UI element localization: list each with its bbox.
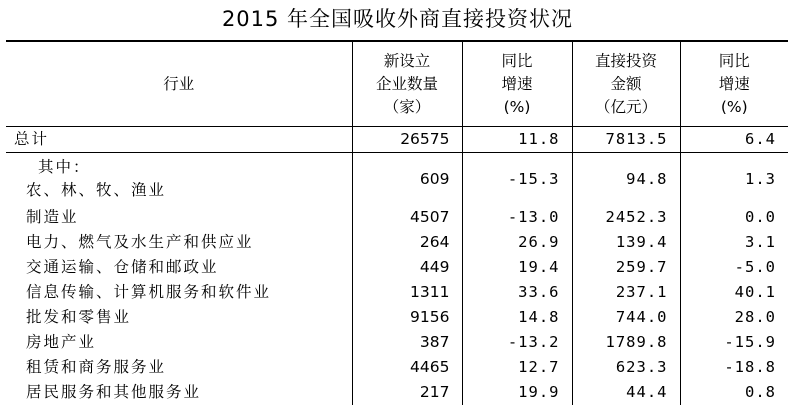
header-line: (%) [503,97,531,116]
cell-amount-growth: 40.1 [680,280,788,305]
cell-firms-growth: 33.6 [462,280,572,305]
cell-firms-growth: 11.8 [462,127,572,153]
cell-amount-growth: -15.9 [680,330,788,355]
cell-amount: 7813.5 [572,127,680,153]
table-row [6,205,788,230]
cell-amount-growth: 3.1 [680,230,788,255]
cell-firms-growth: 19.4 [462,255,572,280]
cell-amount: 744.0 [572,305,680,330]
investment-table [6,40,788,405]
header-new-firms [352,41,462,127]
header-line: 金额 [610,74,642,93]
cell-firms: 4507 [352,205,462,230]
cell-amount: 2452.3 [572,205,680,230]
cell-firms: 9156 [352,305,462,330]
row-name: 信息传输、计算机服务和软件业 [26,283,272,301]
table-row [6,330,788,355]
table-header-row [6,41,788,127]
row-name: 制造业 [26,208,79,226]
row-name: 房地产业 [26,333,97,351]
header-firms-growth [462,41,572,127]
cell-firms: 217 [352,380,462,405]
table-row [6,255,788,280]
row-name-prefix: 其中： [38,158,91,176]
table-row [6,355,788,380]
row-name: 居民服务和其他服务业 [26,383,202,401]
cell-amount: 139.4 [572,230,680,255]
cell-amount-growth: 0.0 [680,205,788,230]
header-line: 新设立 [383,51,431,70]
cell-firms: 26575 [352,127,462,153]
row-name [6,153,352,206]
row-name: 总计 [6,127,352,153]
header-line: （家） [383,97,431,116]
cell-amount: 94.8 [572,153,680,206]
row-name-label: 农、林、牧、渔业 [26,181,167,199]
cell-firms-growth: -15.3 [462,153,572,206]
row-name: 电力、燃气及水生产和供应业 [26,233,254,251]
cell-amount-growth: 0.8 [680,380,788,405]
cell-amount: 623.3 [572,355,680,380]
cell-amount-growth: 28.0 [680,305,788,330]
header-investment-growth [680,41,788,127]
header-line: 同比 [718,51,750,70]
cell-firms-growth: 12.7 [462,355,572,380]
header-line: 同比 [501,51,533,70]
cell-firms: 609 [352,153,462,206]
cell-firms-growth: 26.9 [462,230,572,255]
header-line: 增速 [501,74,533,93]
table-row [6,280,788,305]
cell-amount: 237.1 [572,280,680,305]
cell-amount-growth: -18.8 [680,355,788,380]
row-name: 租赁和商务服务业 [26,358,167,376]
cell-firms: 1311 [352,280,462,305]
cell-amount-growth: 1.3 [680,153,788,206]
cell-amount: 44.4 [572,380,680,405]
header-line: 增速 [718,74,750,93]
cell-amount: 259.7 [572,255,680,280]
table-row [6,153,788,206]
cell-firms-growth: -13.2 [462,330,572,355]
cell-amount: 1789.8 [572,330,680,355]
row-name: 交通运输、仓储和邮政业 [26,258,219,276]
table-row [6,380,788,405]
cell-amount-growth: 6.4 [680,127,788,153]
table-row-total [6,127,788,153]
cell-firms-growth: -13.0 [462,205,572,230]
cell-firms: 264 [352,230,462,255]
cell-firms: 387 [352,330,462,355]
header-line: 直接投资 [594,51,657,70]
table-row [6,305,788,330]
cell-firms-growth: 19.9 [462,380,572,405]
header-line: （亿元） [594,97,657,116]
header-line: (%) [720,97,748,116]
row-name: 批发和零售业 [26,308,132,326]
header-industry: 行业 [6,41,352,127]
cell-firms: 4465 [352,355,462,380]
header-line: 企业数量 [375,74,438,93]
cell-amount-growth: -5.0 [680,255,788,280]
table-row [6,230,788,255]
header-investment [572,41,680,127]
cell-firms: 449 [352,255,462,280]
page-title: 2015 年全国吸收外商直接投资状况 [221,7,574,31]
cell-firms-growth: 14.8 [462,305,572,330]
